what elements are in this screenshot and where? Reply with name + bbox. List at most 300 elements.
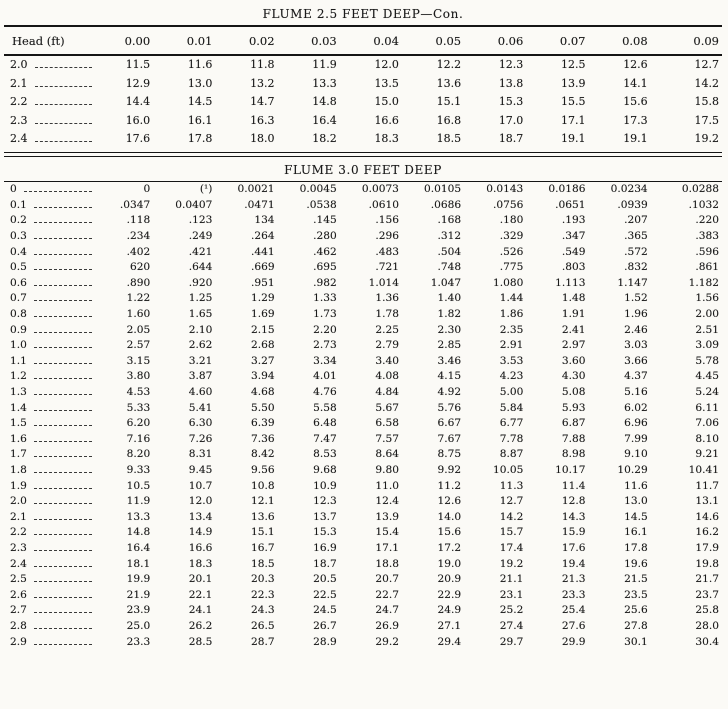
value-cell: .156 [375,214,399,227]
value-cell: 28.7 [250,635,275,648]
row-head-label: 1.0 [10,339,27,352]
value-cell: 6.20 [126,417,151,430]
header-cell: 0.06 [473,26,535,55]
dotted-leader [34,378,92,379]
table-row [4,634,722,650]
table1-title: FLUME 2.5 FEET DEEP—Con. [262,7,464,21]
dotted-leader [34,597,92,598]
value-cell: 4.45 [695,370,719,383]
value-cell: 20.9 [437,573,462,586]
dotted-leader [34,222,92,223]
header-cell: 0.07 [535,26,597,55]
value-cell: 11.9 [312,58,337,71]
row-head-cell [4,337,100,353]
dotted-leader [34,363,92,364]
value-cell: 0.0234 [610,183,648,196]
value-cell: .951 [250,276,275,289]
value-cell: 29.2 [375,635,399,648]
value-cell: 15.3 [498,95,524,108]
value-cell: 7.99 [624,432,648,445]
value-cell: 12.2 [436,58,462,71]
value-cell: 2.62 [188,339,213,352]
value-cell: .526 [499,245,524,258]
row-head-label: 2.4 [10,557,27,570]
row-head-label: 1.6 [10,432,27,445]
value-cell: 15.4 [375,526,399,539]
dotted-leader [34,581,92,582]
table-row [4,587,722,603]
row-head-label: 1.2 [10,370,27,383]
value-cell: 7.57 [375,432,399,445]
value-cell: .832 [624,261,648,274]
value-cell: 5.76 [437,401,462,414]
value-cell: .748 [437,261,462,274]
value-cell: 1.047 [430,276,462,289]
row-head-label: 1.3 [10,386,27,399]
table-row [4,369,722,385]
value-cell: 19.2 [499,557,524,570]
row-head-cell [4,353,100,369]
value-cell: 17.1 [561,113,586,127]
value-cell: 3.46 [437,354,462,367]
dotted-leader [35,141,93,142]
value-cell: 14.5 [187,95,213,108]
table-row [4,556,722,572]
table-row [4,244,722,260]
value-cell: 5.08 [561,386,586,399]
value-cell: 12.6 [623,58,648,71]
value-cell: .0610 [368,198,399,211]
value-cell: 7.78 [499,432,524,445]
value-cell: 19.4 [561,557,586,570]
value-cell: 16.7 [250,541,275,554]
value-cell: .572 [624,245,648,258]
dotted-leader [34,628,92,629]
value-cell: 8.20 [126,448,151,461]
value-cell: 25.0 [126,619,151,632]
value-cell: 24.3 [250,604,275,617]
row-head-label: 1.7 [10,448,27,461]
table-row [4,603,722,619]
row-head-cell [4,197,100,213]
row-head-cell [4,603,100,619]
value-cell: 4.15 [437,370,462,383]
value-cell: 1.40 [437,292,462,305]
value-cell: 12.6 [437,495,462,508]
value-cell: .296 [375,230,399,243]
row-head-label: 2.3 [10,541,27,554]
value-cell: 8.53 [313,448,337,461]
value-cell: 13.6 [250,510,275,523]
value-cell: 3.60 [561,354,586,367]
row-head-label: 0.7 [10,292,27,305]
row-head-cell [4,275,100,291]
table-row [4,75,722,94]
value-cell: 19.9 [126,573,151,586]
row-head-cell [4,431,100,447]
value-cell: 15.0 [374,95,399,108]
value-cell: 0.0186 [548,183,586,196]
table-row [4,353,722,369]
value-cell: 16.4 [312,113,337,127]
value-cell: .402 [126,245,151,258]
row-head-label: 0.2 [10,214,27,227]
value-cell: 12.4 [375,495,399,508]
value-cell: 3.27 [250,354,275,367]
value-cell: 27.8 [624,619,648,632]
value-cell: 16.1 [187,113,213,127]
value-cell: 10.29 [617,463,648,476]
value-cell: 14.6 [695,510,719,523]
value-cell: 15.8 [694,95,719,108]
table-row [4,400,722,416]
dotted-leader [34,566,92,567]
row-head-cell [4,462,100,478]
dotted-leader [35,67,93,68]
value-cell: 6.39 [250,417,275,430]
table-row [4,540,722,556]
row-head-cell [4,400,100,416]
row-head-cell [4,540,100,556]
value-cell: 13.3 [126,510,151,523]
value-cell: 1.29 [250,292,275,305]
dotted-leader [35,104,93,105]
value-cell: 4.30 [561,370,586,383]
value-cell: 14.4 [125,95,151,108]
value-cell: 1.113 [555,276,586,289]
table-row [4,431,722,447]
value-cell: 5.67 [375,401,399,414]
value-cell: 2.20 [313,323,337,336]
value-cell: 19.2 [694,132,719,145]
value-cell: 5.93 [561,401,586,414]
value-cell: 4.08 [375,370,399,383]
value-cell: .0651 [555,198,586,211]
value-cell: 18.8 [375,557,399,570]
value-cell: 7.26 [188,432,213,445]
value-cell: 5.24 [695,386,719,399]
value-cell: 19.8 [695,557,719,570]
value-cell: 4.01 [313,370,337,383]
value-cell: 22.7 [375,588,399,601]
value-cell: 1.52 [624,292,648,305]
row-head-label: 2.1 [10,76,28,90]
table-row [4,197,722,213]
row-head-cell [4,213,100,229]
value-cell: 25.8 [695,604,719,617]
value-cell: 23.7 [695,588,719,601]
value-cell: 4.84 [375,386,399,399]
value-cell: 15.7 [499,526,524,539]
table-row [4,112,722,131]
row-head-cell [4,112,100,131]
row-head-cell [4,75,100,94]
value-cell: 12.7 [499,495,524,508]
value-cell: 12.1 [250,495,275,508]
value-cell: .180 [499,214,524,227]
row-head-cell [4,556,100,572]
value-cell: 5.16 [624,386,648,399]
value-cell: 28.9 [313,635,337,648]
row-head-cell [4,447,100,463]
value-cell: .118 [126,214,151,227]
value-cell: 1.82 [437,308,462,321]
value-cell: 28.0 [695,619,719,632]
dotted-leader [34,441,92,442]
table-row [4,259,722,275]
value-cell: 8.87 [499,448,524,461]
table2-title: FLUME 3.0 FEET DEEP [284,162,442,177]
table-row [4,462,722,478]
dotted-leader [34,550,92,551]
row-head-label: 1.9 [10,479,27,492]
value-cell: 12.9 [125,76,151,90]
value-cell: 10.5 [126,479,151,492]
value-cell: 12.0 [374,58,399,71]
value-cell: 4.68 [250,386,275,399]
value-cell: 3.34 [313,354,337,367]
value-cell: 1.36 [375,292,399,305]
value-cell: 1.91 [561,308,586,321]
row-head-cell [4,369,100,385]
value-cell: 2.68 [250,339,275,352]
value-cell: 11.9 [126,495,151,508]
value-cell: 9.21 [695,448,719,461]
row-head-label: 2.9 [10,635,27,648]
value-cell: 11.3 [499,479,524,492]
dotted-leader [34,285,92,286]
table-row [4,525,722,541]
value-cell: 27.1 [437,619,462,632]
value-cell: 27.6 [561,619,586,632]
value-cell: 21.7 [695,573,719,586]
value-cell: 18.5 [436,132,462,145]
row-head-label: 0.9 [10,323,27,336]
value-cell: 3.15 [126,354,151,367]
value-cell: 14.7 [250,95,275,108]
value-cell: .220 [695,214,719,227]
value-cell: 0.0407 [175,198,213,211]
row-head-label: 2.0 [10,58,28,71]
value-cell: 2.57 [126,339,151,352]
row-head-label: 1.4 [10,401,27,414]
value-cell: 7.36 [250,432,275,445]
value-cell: 7.16 [126,432,151,445]
value-cell: 3.21 [188,354,213,367]
value-cell: .145 [313,214,337,227]
value-cell: 3.66 [624,354,648,367]
row-head-cell [4,509,100,525]
dotted-leader [34,254,92,255]
value-cell: 18.3 [188,557,213,570]
value-cell: 1.44 [499,292,524,305]
value-cell: 11.7 [695,479,719,492]
value-cell: 10.05 [492,463,524,476]
value-cell: 24.1 [188,604,213,617]
value-cell: 16.2 [695,526,719,539]
header-cell: 0.02 [224,26,286,55]
value-cell: 7.47 [313,432,337,445]
row-head-label: 0.6 [10,276,27,289]
dotted-leader [34,332,92,333]
value-cell: 6.96 [624,417,648,430]
value-cell: 29.4 [437,635,462,648]
value-cell: 25.6 [624,604,648,617]
value-cell: .365 [624,230,648,243]
value-cell: 10.9 [313,479,337,492]
row-head-label: 2.4 [10,132,28,145]
value-cell: 11.0 [375,479,399,492]
value-cell: 20.1 [188,573,213,586]
table-row [4,618,722,634]
value-cell: .1032 [688,198,719,211]
row-head-label: 2.3 [10,113,28,127]
row-head-cell [4,259,100,275]
row-head-label: 1.8 [10,463,27,476]
value-cell: 18.7 [313,557,337,570]
table-row [4,228,722,244]
value-cell: 11.5 [125,58,151,71]
row-head-label: 0.1 [10,198,27,211]
value-cell: 7.67 [437,432,462,445]
value-cell: .168 [437,214,462,227]
value-cell: 18.3 [374,132,399,145]
value-cell: .861 [695,261,719,274]
value-cell: 620 [129,261,151,274]
row-head-cell [4,478,100,494]
row-head-label: 0.8 [10,308,27,321]
table-row [4,55,722,75]
row-head-cell [4,130,100,149]
value-cell: 5.84 [499,401,524,414]
value-cell: 13.9 [375,510,399,523]
row-head-label: 2.8 [10,619,27,632]
row-head-label: 0.3 [10,230,27,243]
value-cell: .644 [188,261,213,274]
value-cell: 14.0 [437,510,462,523]
value-cell: 12.8 [561,495,586,508]
value-cell: 1.65 [188,308,213,321]
dotted-leader [34,472,92,473]
row-head-label: 2.6 [10,588,27,601]
value-cell: 28.5 [188,635,213,648]
value-cell: 26.7 [313,619,337,632]
value-cell: 10.7 [188,479,213,492]
row-head-cell [4,306,100,322]
value-cell: 8.98 [561,448,586,461]
value-cell: 24.7 [375,604,399,617]
row-head-cell [4,415,100,431]
table-row [4,415,722,431]
value-cell: 12.3 [498,58,524,71]
value-cell: 9.45 [188,463,213,476]
flume-3-0-table [4,181,722,650]
value-cell: 3.40 [375,354,399,367]
value-cell: 19.1 [623,132,648,145]
value-cell: 1.96 [624,308,648,321]
table1-body [4,55,722,149]
value-cell: 0.0073 [361,183,399,196]
value-cell: 17.2 [437,541,462,554]
value-cell: .421 [188,245,213,258]
row-head-cell [4,181,100,197]
row-head-label: 2.5 [10,573,27,586]
row-head-cell [4,634,100,650]
value-cell: 4.53 [126,386,151,399]
value-cell: 6.30 [188,417,213,430]
dotted-leader [34,534,92,535]
value-cell: 12.0 [188,495,213,508]
value-cell: 6.87 [561,417,586,430]
dotted-leader [34,394,92,395]
value-cell: 4.23 [499,370,524,383]
value-cell: 1.78 [375,308,399,321]
value-cell: .0538 [306,198,337,211]
value-cell: 15.6 [623,95,648,108]
value-cell: 4.37 [624,370,648,383]
table-row [4,213,722,229]
value-cell: 1.73 [313,308,337,321]
value-cell: (¹) [199,183,213,196]
value-cell: 9.68 [313,463,337,476]
value-cell: 16.3 [250,113,275,127]
dotted-leader [35,86,93,87]
value-cell: .721 [375,261,399,274]
value-cell: 25.2 [499,604,524,617]
header-cell: 0.09 [660,26,722,55]
value-cell: 8.42 [250,448,275,461]
row-head-label: 1.5 [10,417,27,430]
value-cell: 14.2 [499,510,524,523]
value-cell: 8.75 [437,448,462,461]
value-cell: 6.11 [695,401,719,414]
value-cell: 5.00 [499,386,524,399]
value-cell: 14.9 [188,526,213,539]
row-head-label: 0.5 [10,261,27,274]
value-cell: 13.5 [374,76,399,90]
value-cell: 1.60 [126,308,151,321]
value-cell: 0.0288 [681,183,719,196]
value-cell: 1.86 [499,308,524,321]
row-head-cell [4,55,100,75]
value-cell: 14.8 [312,95,337,108]
row-head-label: 0.4 [10,245,27,258]
value-cell: .264 [250,230,275,243]
value-cell: 21.5 [624,573,648,586]
value-cell: .249 [188,230,213,243]
value-cell: 4.76 [313,386,337,399]
value-cell: 8.64 [375,448,399,461]
value-cell: 18.5 [250,557,275,570]
dotted-leader [34,238,92,239]
table2-body [4,181,722,649]
value-cell: 19.0 [437,557,462,570]
value-cell: 11.6 [187,58,213,71]
value-cell: 15.9 [561,526,586,539]
value-cell: .0347 [119,198,151,211]
value-cell: 2.79 [375,339,399,352]
value-cell: .695 [313,261,337,274]
dotted-leader [34,456,92,457]
value-cell: 13.7 [313,510,337,523]
value-cell: 4.92 [437,386,462,399]
value-cell: 12.3 [313,495,337,508]
header-cell: 0.00 [100,26,162,55]
value-cell: 17.3 [623,113,648,127]
value-cell: .549 [561,245,586,258]
value-cell: 20.5 [313,573,337,586]
value-cell: 2.85 [437,339,462,352]
